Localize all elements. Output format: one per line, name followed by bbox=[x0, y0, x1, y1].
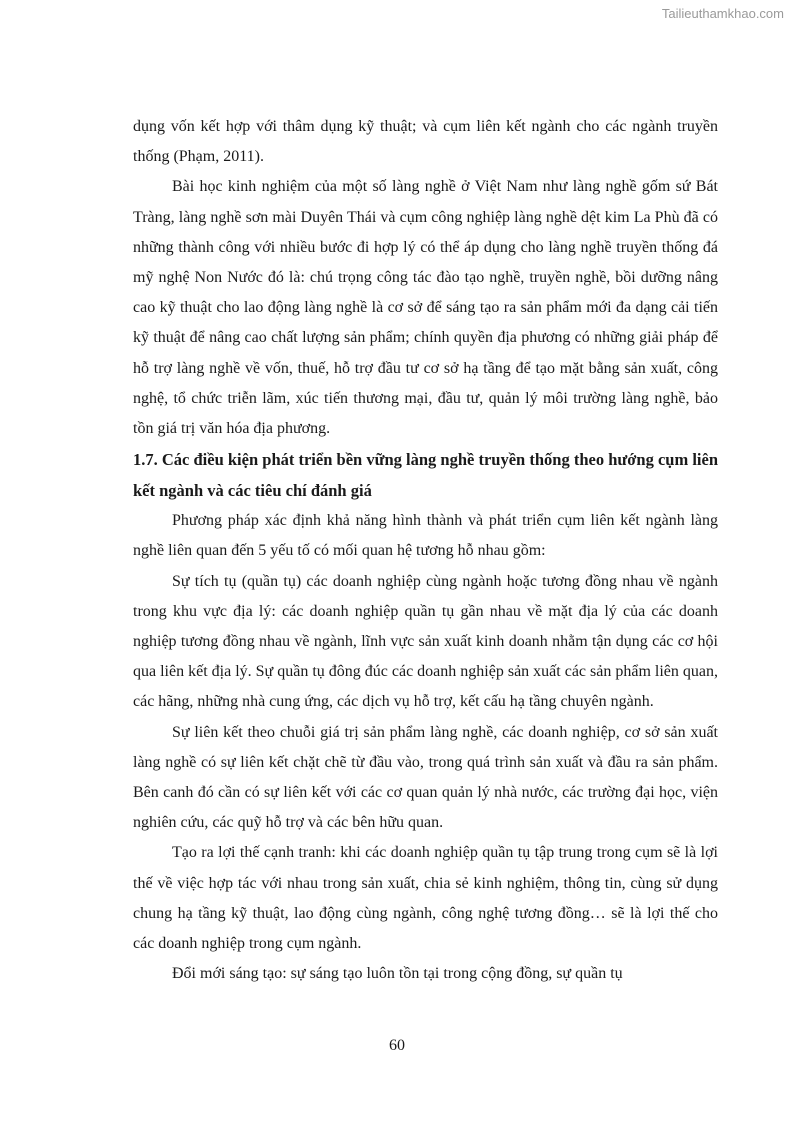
paragraph-competitive-advantage: Tạo ra lợi thế cạnh tranh: khi các doanh nghiệp quần tụ tập trung trong cụm sẽ là lợi thế về việc hợp tác với nhau trong sản xuất, chia sẻ kinh nghiệm, thông tin, cùng sử dụng chung hạ tầng kỹ thuật, lao động cùng ngành, công nghệ tương đồng… sẽ là lợi thế cho các doanh nghiệp trong cụm ngành. bbox=[133, 844, 718, 953]
document-body bbox=[133, 112, 718, 989]
section-heading-1-7: 1.7. Các điều kiện phát triển bền vững làng nghề truyền thống theo hướng cụm liên kết ngành và các tiêu chí đánh giá bbox=[133, 450, 718, 501]
paragraph-innovation: Đổi mới sáng tạo: sự sáng tạo luôn tồn tại trong cộng đồng, sự quần tụ bbox=[172, 965, 623, 983]
watermark: Tailieuthamkhao.com bbox=[661, 6, 784, 21]
paragraph-agglomeration: Sự tích tụ (quần tụ) các doanh nghiệp cùng ngành hoặc tương đồng nhau về ngành trong khu vực địa lý: các doanh nghiệp quần tụ gần nhau về mặt địa lý của các doanh nghiệp tương đồng nhau về ngành, lĩnh vực sản xuất kinh doanh nhằm tận dụng các cơ hội qua liên kết địa lý. Sự quần tụ đông đúc các doanh nghiệp sản xuất các sản phẩm liên quan, các hãng, những nhà cung ứng, các dịch vụ hỗ trợ, kết cấu hạ tầng chuyên ngành. bbox=[133, 572, 718, 711]
page-number: 60 bbox=[389, 1037, 405, 1054]
paragraph-lessons-learned: Bài học kinh nghiệm của một số làng nghề ở Việt Nam như làng nghề gốm sứ Bát Tràng, làng nghề sơn mài Duyên Thái và cụm công nghiệp làng nghề dệt kim La Phù đã có những thành công với nhiều bước đi hợp lý có thể áp dụng cho làng nghề truyền thống đá mỹ nghệ Non Nước đó là: chú trọng công tác đào tạo nghề, truyền nghề, bồi dưỡng nâng cao kỹ thuật cho lao động làng nghề là cơ sở để sáng tạo ra sản phẩm mới đa dạng cải tiến kỹ thuật để nâng cao chất lượng sản phẩm; chính quyền địa phương có những giải pháp để hỗ trợ làng nghề về vốn, thuế, hỗ trợ đầu tư cơ sở hạ tầng để tạo mặt bằng sản xuất, công nghệ, tổ chức triễn lãm, xúc tiến thương mại, đầu tư, quản lý môi trường làng nghề, bảo tồn giá trị văn hóa địa phương. bbox=[133, 178, 718, 438]
paragraph-continuation: dụng vốn kết hợp với thâm dụng kỹ thuật; và cụm liên kết ngành cho các ngành truyền thống (Phạm, 2011). bbox=[133, 118, 718, 166]
paragraph-value-chain: Sự liên kết theo chuỗi giá trị sản phẩm làng nghề, các doanh nghiệp, cơ sở sản xuất làng nghề có sự liên kết chặt chẽ từ đầu vào, trong quá trình sản xuất và đầu ra sản phẩm. Bên canh đó cần có sự liên kết với các cơ quan quản lý nhà nước, các trường đại học, viện nghiên cứu, các quỹ hỗ trợ và các bên hữu quan. bbox=[133, 723, 718, 832]
paragraph-method-intro: Phương pháp xác định khả năng hình thành và phát triển cụm liên kết ngành làng nghề liên quan đến 5 yếu tố có mối quan hệ tương hỗ nhau gồm: bbox=[133, 512, 718, 560]
